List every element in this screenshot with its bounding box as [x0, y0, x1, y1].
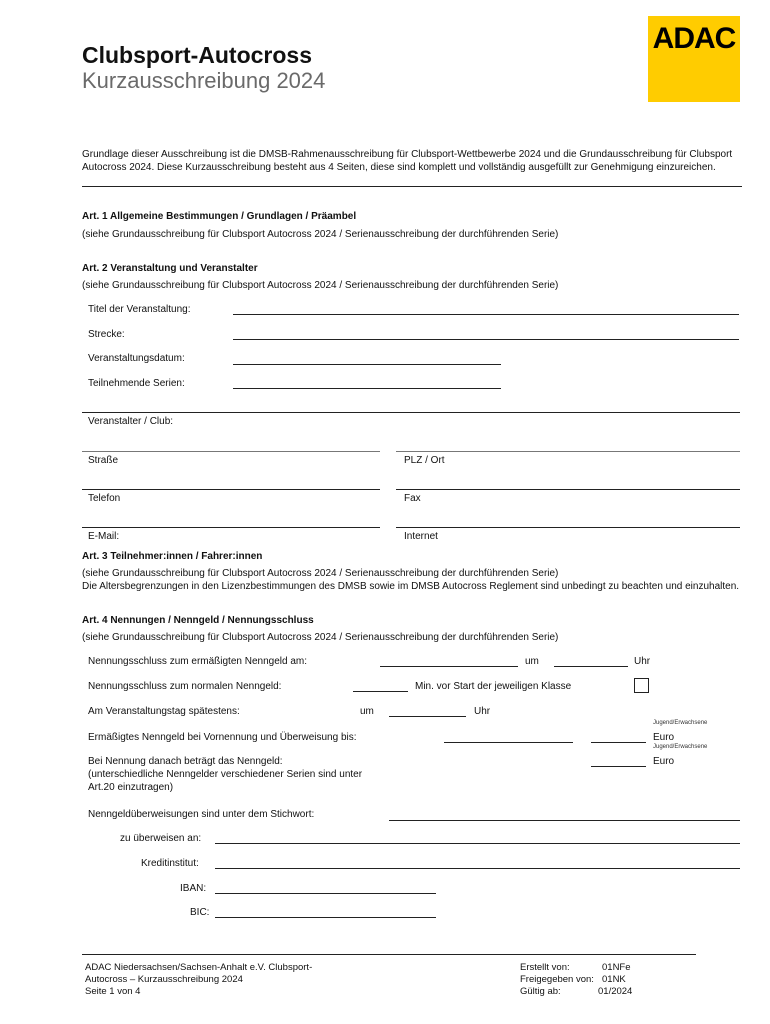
field-email[interactable] [82, 527, 380, 528]
field-strasse[interactable] [82, 451, 380, 452]
label-strecke: Strecke: [88, 329, 125, 340]
label-jugend-2: Jugend/Erwachsene [653, 744, 708, 750]
label-plz: PLZ / Ort [404, 455, 445, 466]
label-strasse: Straße [88, 455, 119, 466]
label-min-vor: Min. vor Start der jeweiligen Klasse [415, 681, 572, 692]
label-iban: IBAN: [180, 883, 207, 894]
field-nenngeld-betrag[interactable] [591, 766, 646, 767]
field-telefon[interactable] [82, 489, 380, 490]
adac-logo [648, 16, 740, 102]
intro-text: Grundlage dieser Ausschreibung ist die DMSB-Rahmenausschreibung für Clubsport-Wettbewerbe 2024 und die Grundausschreibung für Clubsport Autocross 2024. Diese Kurzausschreibung besteht aus 4 Seiten, diese sind komplett und vollständig ausgefüllt zur Genehmigung einzureichen. [82, 149, 733, 173]
field-datum[interactable] [233, 364, 501, 365]
label-internet: Internet [404, 531, 438, 542]
art3-text: Die Altersbegrenzungen in den Lizenzbestimmungen des DMSB sowie im DMSB Autocross Reglement sind unbedingt zu beachten und einzuhalten. [82, 581, 740, 592]
label-bei-nennung-2: (unterschiedliche Nenngelder verschiedener Serien sind unter [88, 769, 363, 780]
label-euro-1: Euro [653, 732, 675, 743]
label-ns-normal: Nennungsschluss zum normalen Nenngeld: [88, 681, 282, 692]
label-bei-nennung-1: Bei Nennung danach beträgt das Nenngeld: [88, 756, 283, 767]
intro-divider [82, 186, 742, 187]
label-zu-ueberweisen: zu überweisen an: [120, 833, 202, 844]
label-fax: Fax [404, 493, 421, 504]
label-kreditinstitut: Kreditinstitut: [141, 858, 199, 869]
field-zu-ueberweisen[interactable] [215, 843, 740, 844]
field-ns-ermaessigt-zeit[interactable] [554, 666, 628, 667]
field-stichwort[interactable] [389, 820, 740, 821]
art4-heading: Art. 4 Nennungen / Nenngeld / Nennungsschluss [82, 615, 314, 626]
footer-divider [82, 954, 696, 955]
label-euro-2: Euro [653, 756, 675, 767]
footer-page: Seite 1 von 4 [85, 986, 141, 997]
label-datum: Veranstaltungsdatum: [88, 353, 185, 364]
label-um-2: um [360, 706, 374, 717]
art4-note: (siehe Grundausschreibung für Clubsport Autocross 2024 / Serienausschreibung der durchführenden Serie) [82, 632, 559, 643]
field-kreditinstitut[interactable] [215, 868, 740, 869]
document-title: Clubsport-Autocross [82, 42, 312, 68]
label-bei-nennung-3: Art.20 einzutragen) [88, 782, 174, 793]
label-email: E-Mail: [88, 531, 120, 542]
footer-gueltig-value: 01/2024 [598, 986, 633, 997]
label-titel: Titel der Veranstaltung: [88, 304, 191, 315]
label-uhr-2: Uhr [474, 706, 491, 717]
label-um-1: um [525, 656, 539, 667]
label-erm-nenngeld: Ermäßigtes Nenngeld bei Vornennung und Überweisung bis: [88, 732, 357, 743]
field-erm-nenngeld-datum[interactable] [444, 742, 573, 743]
footer-freigegeben-label: Freigegeben von: [520, 974, 594, 985]
field-bic[interactable] [215, 917, 436, 918]
label-veranstalter: Veranstalter / Club: [88, 416, 174, 427]
art2-heading: Art. 2 Veranstaltung und Veranstalter [82, 263, 258, 274]
art3-note: (siehe Grundausschreibung für Clubsport Autocross 2024 / Serienausschreibung der durchführenden Serie) [82, 568, 559, 579]
art1-heading: Art. 1 Allgemeine Bestimmungen / Grundlagen / Präambel [82, 211, 357, 222]
footer-erstellt-value: 01NFe [602, 962, 631, 973]
label-serien: Teilnehmende Serien: [88, 378, 185, 389]
field-va-tag-zeit[interactable] [389, 716, 466, 717]
checkbox-ns-normal[interactable] [634, 678, 649, 693]
field-erm-nenngeld-betrag[interactable] [591, 742, 646, 743]
label-telefon: Telefon [88, 493, 121, 504]
footer-gueltig-label: Gültig ab: [520, 986, 561, 997]
field-ns-normal-min[interactable] [353, 691, 408, 692]
art3-heading: Art. 3 Teilnehmer:innen / Fahrer:innen [82, 551, 263, 562]
field-fax[interactable] [396, 489, 740, 490]
field-internet[interactable] [396, 527, 740, 528]
veranstalter-divider [82, 412, 740, 413]
field-iban[interactable] [215, 893, 436, 894]
field-titel[interactable] [233, 314, 739, 315]
label-ns-ermaessigt: Nennungsschluss zum ermäßigten Nenngeld am: [88, 656, 307, 667]
field-ns-ermaessigt-datum[interactable] [380, 666, 518, 667]
label-uhr-1: Uhr [634, 656, 651, 667]
footer-org-line2: Autocross – Kurzausschreibung 2024 [85, 974, 243, 985]
footer-org-line1: ADAC Niedersachsen/Sachsen-Anhalt e.V. Clubsport- [85, 962, 313, 973]
art1-note: (siehe Grundausschreibung für Clubsport Autocross 2024 / Serienausschreibung der durchführenden Serie) [82, 229, 559, 240]
label-va-tag: Am Veranstaltungstag spätestens: [88, 706, 240, 717]
document-subtitle: Kurzausschreibung 2024 [82, 68, 326, 93]
label-bic: BIC: [190, 907, 210, 918]
label-jugend-1: Jugend/Erwachsene [653, 720, 708, 726]
footer-freigegeben-value: 01NK [602, 974, 626, 985]
field-serien[interactable] [233, 388, 501, 389]
label-stichwort: Nenngeldüberweisungen sind unter dem Stichwort: [88, 809, 315, 820]
field-plz[interactable] [396, 451, 740, 452]
footer-erstellt-label: Erstellt von: [520, 962, 570, 973]
art2-note: (siehe Grundausschreibung für Clubsport Autocross 2024 / Serienausschreibung der durchführenden Serie) [82, 280, 559, 291]
adac-logo-text: ADAC [652, 22, 736, 55]
field-strecke[interactable] [233, 339, 739, 340]
